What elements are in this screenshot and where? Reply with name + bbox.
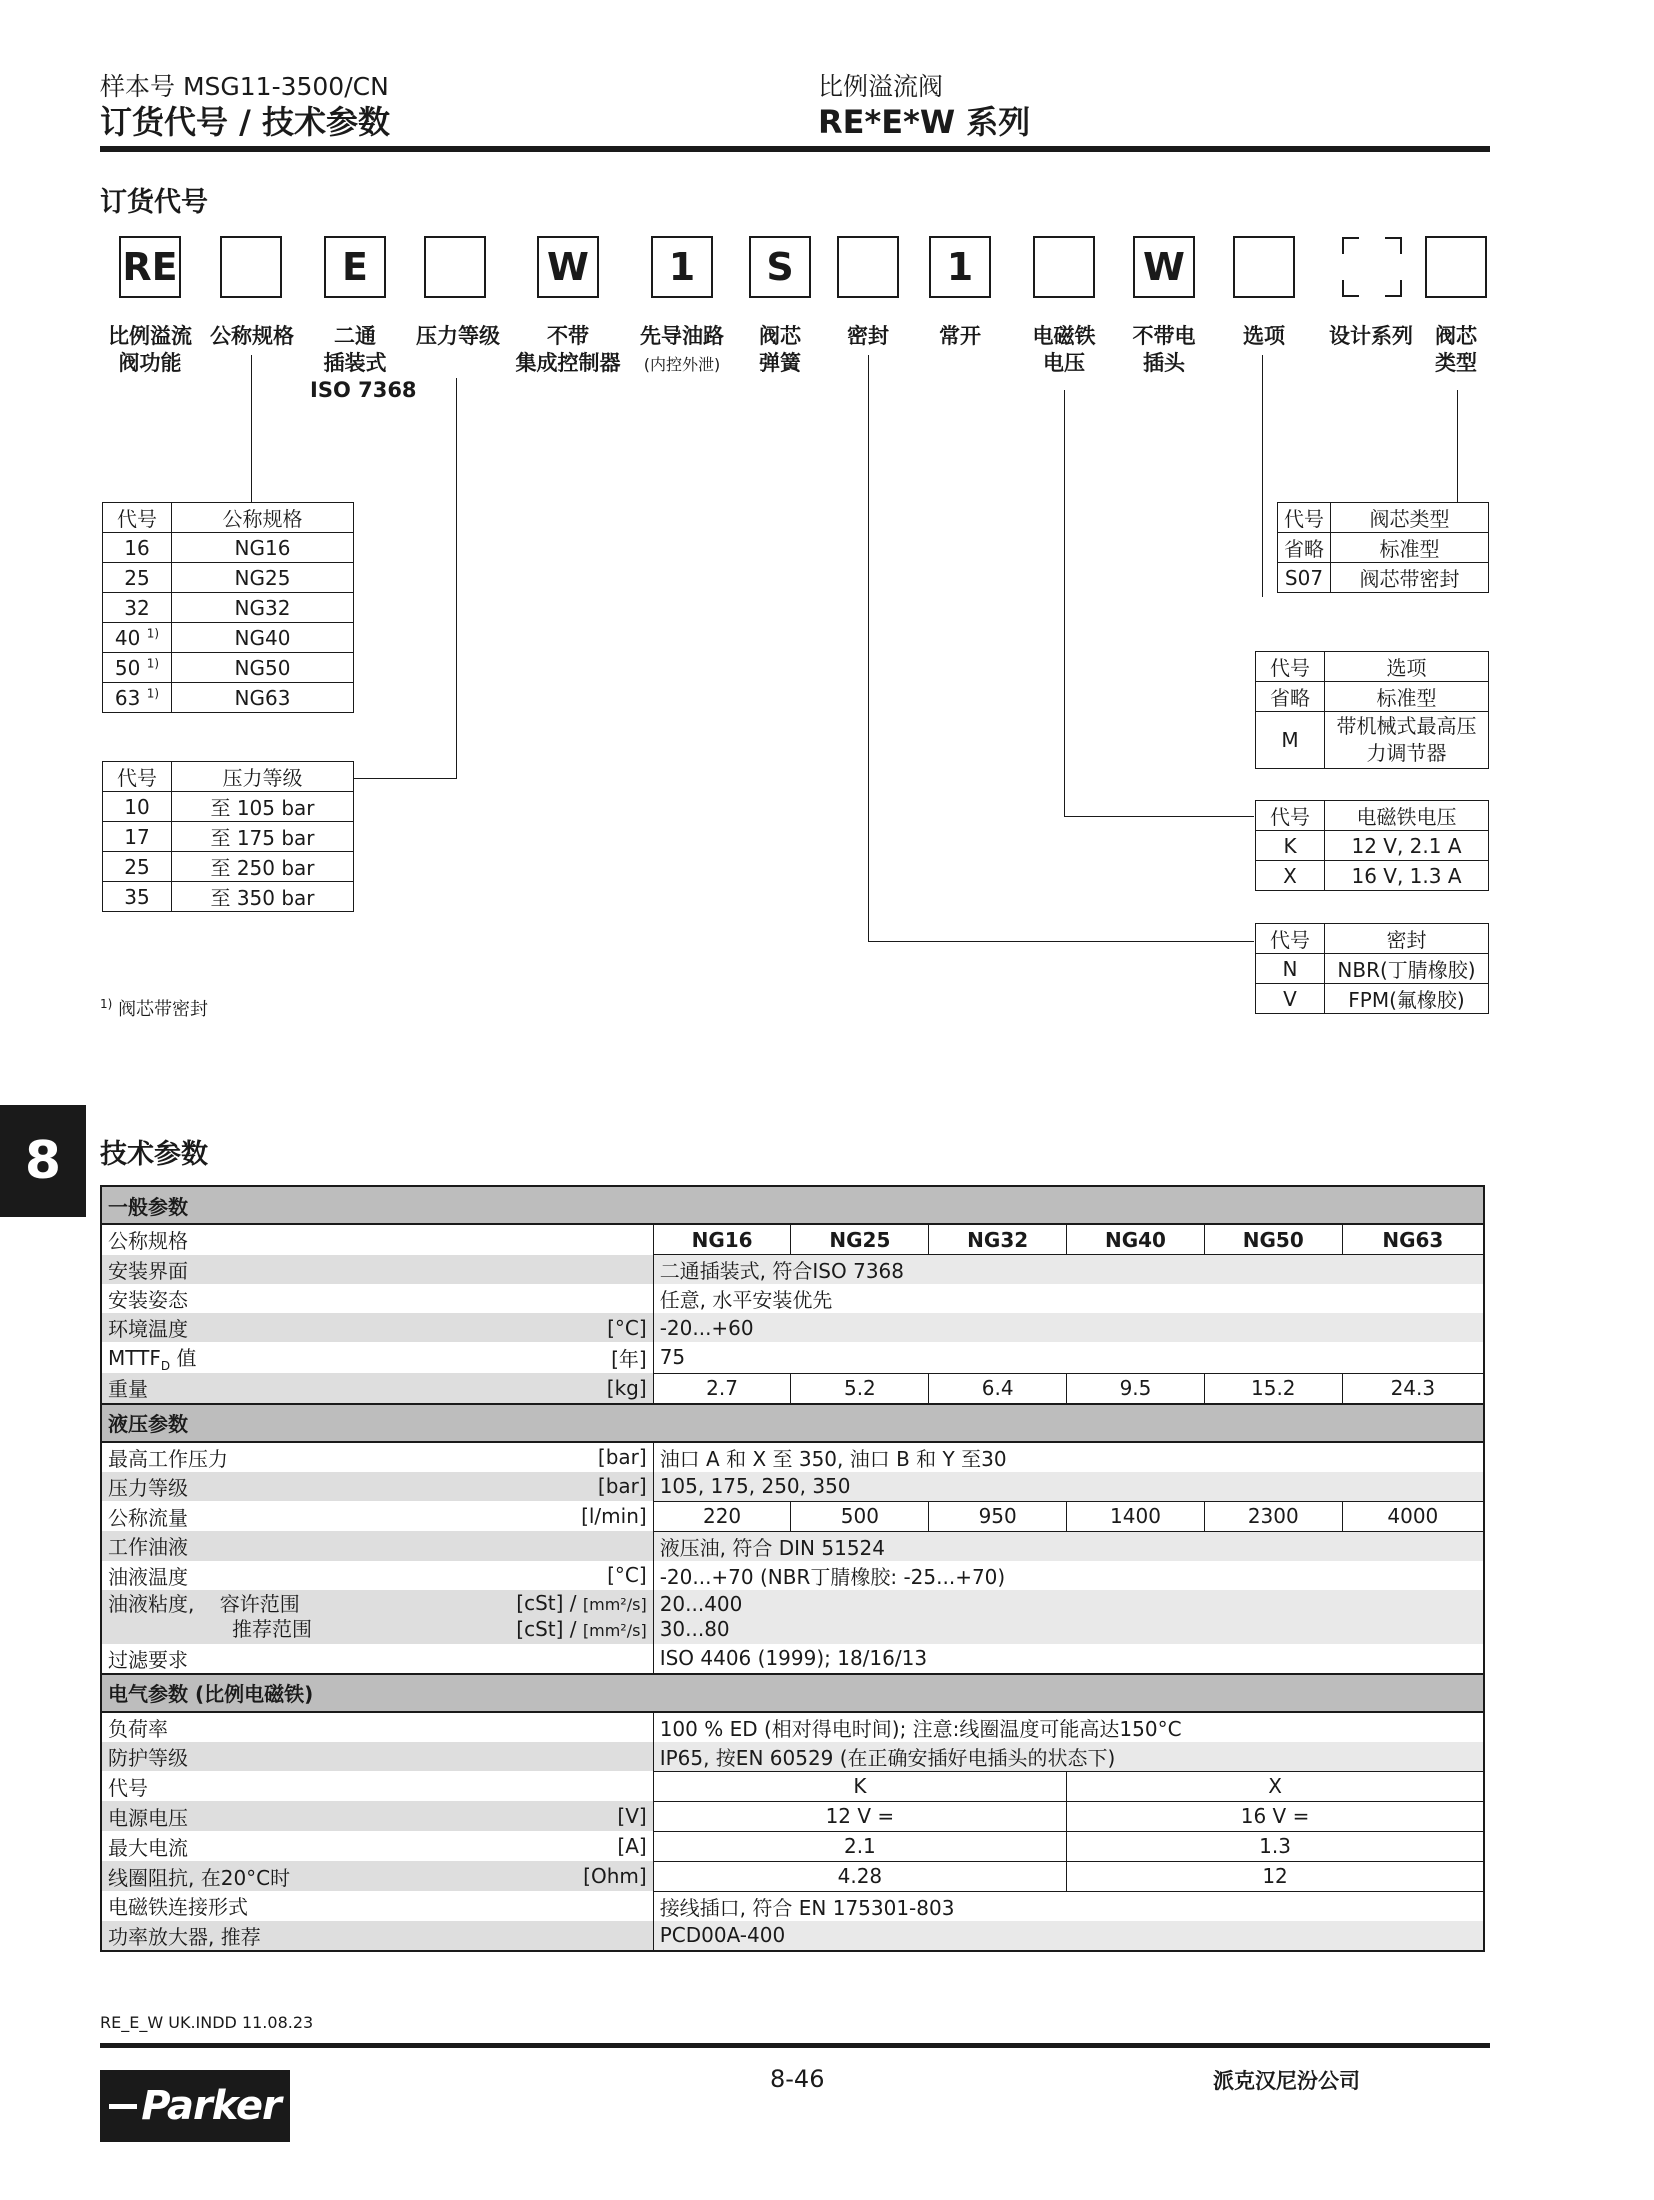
voltage-table: 代号 电磁铁电压 K 12 V, 2.1 A X 16 V, 1.3 A (1255, 800, 1489, 891)
size-code-table: 代号 公称规格 16 NG16 25 NG25 32 NG32 40 $^{1)}$ NG40 50 $^{1)}$ NG50 63 $^{1)}$ NG63 (102, 502, 354, 713)
code-box-1a: 1 (651, 236, 713, 298)
leader-pressure-h (354, 778, 457, 779)
leader-spool (1457, 390, 1458, 503)
code-box-e: E (324, 236, 386, 298)
label-function: 比例溢流 阀功能 (108, 324, 192, 375)
leader-size (251, 355, 252, 503)
code-box-w: W (537, 236, 599, 298)
leader-voltage (1064, 390, 1065, 817)
section-hydraulic: 液压参数 (101, 1404, 1484, 1442)
section-electrical: 电气参数 (比例电磁铁) (101, 1674, 1484, 1712)
leader-seal (868, 355, 869, 942)
spool-type-table: 代号 阀芯类型 省略 标准型 S07 阀芯带密封 (1277, 502, 1489, 593)
option-table: 代号 选项 省略 标准型 M 带机械式最高压 力调节器 (1255, 651, 1489, 769)
label-no-controller: 不带 集成控制器 (515, 324, 621, 375)
code-box-spool (1425, 236, 1487, 298)
leader-option (1262, 355, 1263, 597)
label-seal: 密封 (847, 324, 889, 348)
code-box-series (1341, 236, 1403, 298)
leader-seal-h (868, 941, 1254, 942)
leader-voltage-h (1064, 816, 1254, 817)
seal-table: 代号 密封 N NBR(丁腈橡胶) V FPM(氟橡胶) (1255, 923, 1489, 1014)
code-box-size (220, 236, 282, 298)
page-number: 8-46 (770, 2065, 825, 2093)
product-series: RE*E*W 系列 (818, 103, 1031, 141)
code-box-seal (837, 236, 899, 298)
header-rule (100, 146, 1490, 152)
ordering-section-title: 订货代号 (100, 187, 208, 218)
code-box-re: RE (119, 236, 181, 298)
label-size: 公称规格 (210, 324, 294, 348)
label-pilot: 先导油路 (内控外泄) (640, 324, 724, 374)
tech-data-table: 一般参数 公称规格 NG16 NG25 NG32 NG40 NG50 NG63 安装界面 二通插装式, 符合ISO 7368 安装姿态 任意, 水平安装优先 环境温度 [°C] -20...+60 $MTTF_D$ 值 [年] 75 重量 [kg] 2.7 5.2 6.4 9.5 15.2 24.3 液压参数 最高工作压力 [bar] 油口 A 和 X 至 350, 油口 B 和 Y 至30 压力等级 [bar] 105, 175, 250, 350 公称流量 [l/min] 220 500 950 1400 2300 4000 工作油液 液压油, 符合 DIN 51524 油液温度 [°C] -20...+70 (NBR丁腈橡胶: -25...+70) 油液粘度, 容许范围 推荐范围 [cSt] / [mm²/s] [cSt] / [mm²/s] 20...400 30...80 过滤要求 ISO 4406 (1999); 18/16/13 电气参数 (比例电磁铁) 负荷率 100 % ED (相对得电时间); 注意:线圈温度可能高达150°C 防护等级 IP65, 按EN 60529 (在正确安插好电插头的状态下) 代号 K X 电源电压 [V] 12 V = 16 V = 最大电流 [A] 2.1 1.3 线圈阻抗, 在20°C时 [Ohm] 4.28 12 电磁铁连接形式 接线插口, 符合 EN 175301-803 功率放大器, 推荐 PCD00A-400 (100, 1185, 1485, 1952)
code-box-1b: 1 (929, 236, 991, 298)
label-no-plug: 不带电 插头 (1132, 324, 1196, 375)
product-category: 比例溢流阀 (818, 72, 944, 101)
page-title: 订货代号 / 技术参数 (100, 103, 390, 141)
label-normally-open: 常开 (939, 324, 981, 348)
label-spring: 阀芯 弹簧 (759, 324, 801, 375)
chapter-tab: 8 (0, 1105, 86, 1217)
footnote: $^{1)}$ 阀芯带密封 (100, 997, 209, 1020)
parker-logo: Parker (100, 2070, 290, 2142)
code-box-option (1233, 236, 1295, 298)
label-option: 选项 (1243, 324, 1285, 348)
leader-pressure (456, 378, 457, 779)
code-box-voltage (1033, 236, 1095, 298)
footer-rule (100, 2043, 1490, 2048)
label-voltage: 电磁铁 电压 (1032, 324, 1096, 375)
section-general: 一般参数 (101, 1186, 1484, 1224)
company-name: 派克汉尼汾公司 (1213, 2069, 1360, 2093)
code-box-pressure (424, 236, 486, 298)
pressure-code-table: 代号 压力等级 10 至 105 bar 17 至 175 bar 25 至 250 bar 35 至 350 bar (102, 761, 354, 912)
label-cartridge: 二通 插装式 ISO 7368 (310, 324, 417, 402)
label-spool-type: 阀芯 类型 (1435, 324, 1477, 375)
code-box-s: S (749, 236, 811, 298)
tech-section-title: 技术参数 (100, 1139, 208, 1170)
label-pressure: 压力等级 (416, 324, 500, 348)
document-reference: RE_E_W UK.INDD 11.08.23 (100, 2013, 314, 2032)
sample-number: 样本号 MSG11-3500/CN (100, 72, 389, 101)
label-design-series: 设计系列 (1329, 324, 1413, 348)
code-box-w2: W (1133, 236, 1195, 298)
